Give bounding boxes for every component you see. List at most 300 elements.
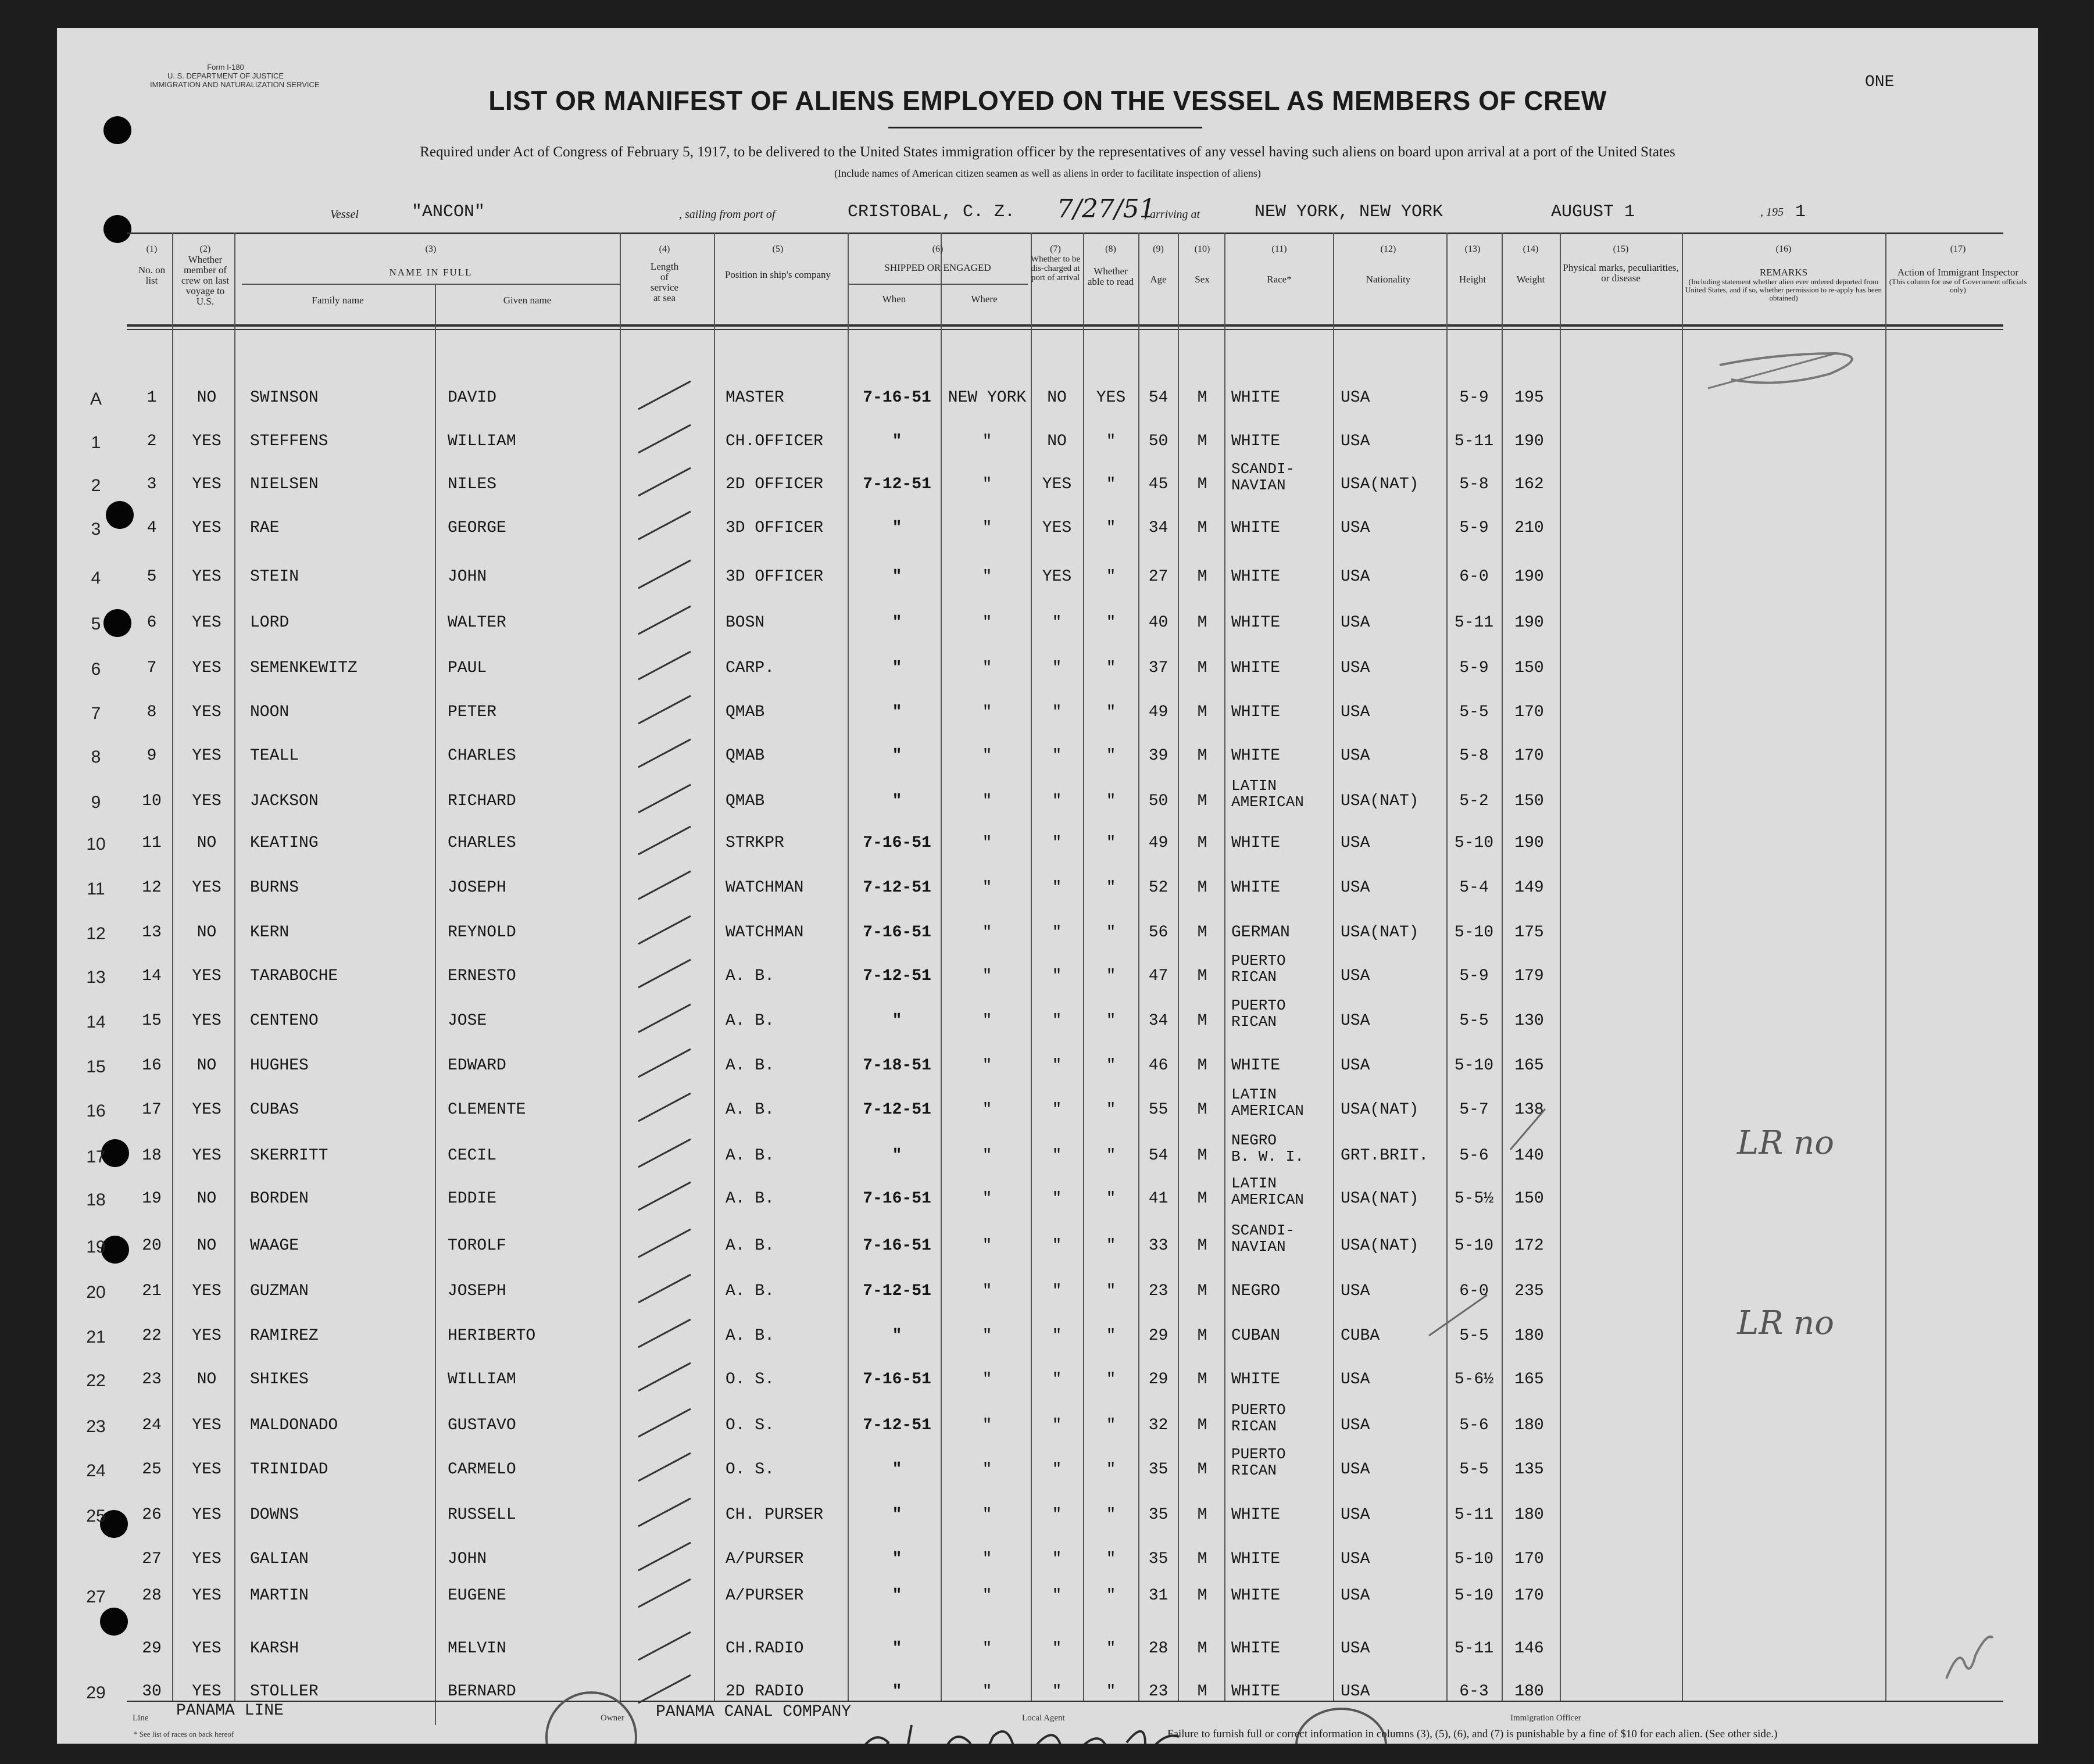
crew-cell-no: 17	[142, 1101, 162, 1119]
line-label: Line	[133, 1713, 149, 1723]
col-label: Given name	[503, 295, 552, 306]
crew-cell-position: A. B.	[726, 1101, 775, 1119]
crew-cell-disch: YES	[1042, 475, 1072, 493]
crew-cell-weight: 210	[1514, 519, 1544, 537]
crew-cell-where: NEW YORK	[948, 389, 1027, 407]
crew-cell-disch: NO	[1047, 432, 1067, 450]
length-of-service-slashes	[638, 381, 691, 1703]
col-number: (9)	[1153, 244, 1164, 254]
vessel-name: "ANCON"	[412, 202, 485, 222]
crew-cell-lead: 5	[91, 614, 101, 634]
service-slash	[638, 560, 691, 588]
crew-cell-weight: 162	[1514, 475, 1544, 493]
crew-cell-disch: "	[1052, 792, 1062, 810]
crew-cell-position: QMAB	[726, 747, 765, 765]
crew-cell-when: "	[892, 747, 902, 765]
crew-cell-no: 16	[142, 1057, 162, 1075]
crew-cell-given: JOSEPH	[448, 1282, 506, 1300]
crew-cell-family: HUGHES	[250, 1057, 309, 1075]
crew-cell-race: PUERTO RICAN	[1231, 952, 1286, 986]
crew-cell-disch: "	[1052, 1057, 1062, 1075]
crew-cell-last: NO	[196, 924, 217, 942]
col-number: (3)	[425, 244, 437, 254]
crew-cell-when: "	[892, 614, 902, 632]
crew-cell-disch: "	[1052, 1550, 1062, 1568]
crew-cell-where: "	[982, 924, 992, 942]
crew-cell-lead: 21	[86, 1328, 106, 1347]
crew-cell-when: "	[892, 792, 902, 810]
crew-cell-weight: 165	[1514, 1371, 1544, 1389]
service-slash	[638, 696, 691, 724]
crew-cell-weight: 130	[1514, 1012, 1544, 1030]
crew-cell-age: 31	[1148, 1587, 1169, 1605]
crew-cell-when: 7-16-51	[863, 1190, 931, 1208]
crew-cell-given: DAVID	[448, 389, 497, 407]
crew-cell-lead: 2	[91, 476, 101, 495]
crew-cell-race: WHITE	[1231, 1371, 1281, 1389]
service-slash	[638, 1632, 691, 1660]
crew-cell-lead: 24	[86, 1461, 106, 1480]
crew-cell-sex: M	[1197, 1506, 1207, 1524]
crew-cell-sex: M	[1197, 1147, 1207, 1165]
crew-cell-weight: 150	[1514, 659, 1544, 677]
crew-cell-where: "	[982, 834, 992, 852]
crew-cell-where: "	[982, 1012, 992, 1030]
crew-cell-sex: M	[1197, 659, 1207, 677]
service-slash	[638, 739, 691, 767]
crew-cell-age: 52	[1148, 879, 1169, 897]
crew-cell-disch: "	[1052, 1101, 1062, 1119]
crew-cell-family: SKERRITT	[250, 1147, 328, 1165]
crew-cell-where: "	[982, 1190, 992, 1208]
crew-cell-height: 5-11	[1454, 614, 1494, 632]
crew-cell-where: "	[982, 1101, 992, 1119]
form-line: Form I-180	[207, 63, 244, 71]
crew-cell-age: 34	[1148, 1012, 1169, 1030]
crew-cell-family: TARABOCHE	[250, 967, 338, 985]
crew-cell-lead: 9	[91, 793, 101, 812]
crew-cell-read: "	[1106, 1550, 1116, 1568]
crew-cell-given: NILES	[448, 475, 497, 493]
officer-label: Immigration Officer	[1510, 1713, 1581, 1723]
crew-cell-age: 49	[1148, 703, 1169, 721]
handwritten-remark: LR no	[1737, 1124, 1834, 1162]
crew-cell-sex: M	[1197, 519, 1207, 537]
crew-cell-lead: 16	[86, 1101, 106, 1121]
sheet-number: ONE	[1865, 73, 1895, 91]
crew-cell-given: BERNARD	[448, 1683, 516, 1701]
year-prefix: , 195	[1760, 206, 1784, 219]
crew-cell-last: YES	[192, 519, 221, 537]
col-label: No. on list	[138, 264, 166, 286]
crew-cell-family: NOON	[250, 703, 290, 721]
col-number: (4)	[659, 244, 670, 254]
crew-cell-given: RICHARD	[448, 792, 516, 810]
crew-cell-weight: 175	[1514, 924, 1544, 942]
crew-cell-family: CUBAS	[250, 1101, 299, 1119]
crew-cell-lead: 12	[86, 924, 106, 943]
form-line: IMMIGRATION AND NATURALIZATION SERVICE	[150, 80, 320, 89]
crew-cell-read: "	[1106, 432, 1116, 450]
crew-cell-weight: 170	[1514, 1550, 1544, 1568]
crew-cell-height: 5-5	[1459, 703, 1489, 721]
crew-cell-lead: 20	[86, 1283, 106, 1302]
crew-cell-age: 29	[1148, 1327, 1169, 1345]
crew-cell-family: BORDEN	[250, 1190, 309, 1208]
crew-cell-no: 24	[142, 1416, 162, 1434]
service-slash	[638, 960, 691, 987]
handwritten-marks	[57, 28, 2038, 1744]
crew-cell-where: "	[982, 703, 992, 721]
crew-cell-position: 3D OFFICER	[726, 568, 824, 586]
crew-cell-last: YES	[192, 614, 221, 632]
col-label: Nationality	[1366, 274, 1411, 285]
crew-cell-where: "	[982, 1057, 992, 1075]
crew-cell-given: WALTER	[448, 614, 506, 632]
crew-cell-given: WILLIAM	[448, 432, 516, 450]
arrival-date: AUGUST 1	[1551, 202, 1635, 222]
crew-cell-when: "	[892, 1461, 902, 1479]
crew-cell-given: JOSEPH	[448, 879, 506, 897]
owner-label: Owner	[601, 1713, 624, 1723]
crew-cell-position: QMAB	[726, 792, 765, 810]
col-number: (12)	[1380, 244, 1396, 254]
crew-cell-race: WHITE	[1231, 389, 1281, 407]
sailing-date-handwritten: 7/27/51	[1057, 194, 1156, 224]
crew-cell-age: 55	[1148, 1101, 1169, 1119]
crew-cell-family: TRINIDAD	[250, 1461, 328, 1479]
crew-cell-given: JOHN	[448, 568, 487, 586]
col-label: Weight	[1516, 274, 1545, 285]
crew-cell-when: "	[892, 1147, 902, 1165]
crew-cell-read: "	[1106, 703, 1116, 721]
crew-cell-no: 22	[142, 1327, 162, 1345]
crew-cell-no: 15	[142, 1012, 162, 1030]
crew-cell-nat: USA	[1341, 1640, 1370, 1658]
crew-cell-where: "	[982, 568, 992, 586]
service-slash	[638, 1498, 691, 1526]
crew-cell-given: GEORGE	[448, 519, 506, 537]
col-label: Length of service at sea	[650, 261, 679, 303]
crew-cell-disch: "	[1052, 924, 1062, 942]
crew-cell-position: A/PURSER	[726, 1587, 804, 1605]
service-slash	[638, 1182, 691, 1210]
crew-cell-disch: "	[1052, 1147, 1062, 1165]
crew-cell-read: "	[1106, 1506, 1116, 1524]
crew-cell-race: WHITE	[1231, 703, 1281, 721]
crew-cell-nat: USA	[1341, 1461, 1370, 1479]
col-label: Whether member of crew on last voyage to U.S.	[181, 254, 230, 307]
crew-cell-family: KARSH	[250, 1640, 299, 1658]
height-check-mark	[1429, 1295, 1487, 1336]
crew-cell-given: JOHN	[448, 1550, 487, 1568]
crew-cell-given: JOSE	[448, 1012, 487, 1030]
crew-cell-position: A. B.	[726, 1147, 775, 1165]
crew-cell-no: 23	[142, 1371, 162, 1389]
crew-cell-read: "	[1106, 1640, 1116, 1658]
crew-cell-nat: USA	[1341, 614, 1370, 632]
crew-cell-last: NO	[196, 1190, 217, 1208]
agent-signature	[852, 1725, 1179, 1744]
crew-cell-read: "	[1106, 1327, 1116, 1345]
crew-cell-family: MALDONADO	[250, 1416, 338, 1434]
crew-cell-disch: "	[1052, 834, 1062, 852]
crew-cell-no: 1	[146, 389, 157, 407]
crew-cell-when: "	[892, 1640, 902, 1658]
crew-cell-age: 50	[1148, 792, 1169, 810]
crew-cell-family: SHIKES	[250, 1371, 309, 1389]
crew-cell-where: "	[982, 432, 992, 450]
crew-cell-race: WHITE	[1231, 1683, 1281, 1701]
crew-cell-lead: 6	[91, 660, 101, 679]
crew-cell-lead: 3	[91, 520, 101, 539]
service-slash	[638, 381, 691, 409]
crew-cell-race: SCANDI- NAVIAN	[1231, 1222, 1295, 1255]
crew-cell-family: DOWNS	[250, 1506, 299, 1524]
crew-cell-when: "	[892, 1506, 902, 1524]
crew-cell-position: O. S.	[726, 1461, 775, 1479]
crew-cell-race: WHITE	[1231, 1640, 1281, 1658]
crew-cell-read: "	[1106, 1147, 1116, 1165]
crew-cell-disch: "	[1052, 879, 1062, 897]
crew-cell-race: LATIN AMERICAN	[1231, 777, 1304, 811]
crew-cell-no: 20	[142, 1237, 162, 1255]
crew-cell-age: 34	[1148, 519, 1169, 537]
crew-cell-age: 50	[1148, 432, 1169, 450]
crew-cell-nat: USA(NAT)	[1341, 1101, 1419, 1119]
crew-cell-nat: USA(NAT)	[1341, 475, 1419, 493]
crew-cell-weight: 180	[1514, 1506, 1544, 1524]
crew-cell-position: 2D RADIO	[726, 1683, 804, 1701]
crew-cell-given: RUSSELL	[448, 1506, 516, 1524]
crew-cell-height: 5-9	[1459, 659, 1489, 677]
crew-cell-given: EUGENE	[448, 1587, 506, 1605]
crew-cell-lead: 18	[86, 1190, 106, 1210]
crew-cell-read: "	[1106, 659, 1116, 677]
crew-cell-no: 2	[146, 432, 157, 450]
crew-cell-read: "	[1106, 792, 1116, 810]
crew-cell-position: CH.RADIO	[726, 1640, 804, 1658]
crew-cell-no: 29	[142, 1640, 162, 1658]
crew-cell-nat: USA	[1341, 703, 1370, 721]
crew-cell-disch: "	[1052, 1371, 1062, 1389]
service-slash	[638, 606, 691, 634]
handwritten-remark: LR no	[1737, 1304, 1834, 1342]
crew-cell-nat: USA	[1341, 879, 1370, 897]
crew-cell-lead: A	[90, 389, 102, 409]
crew-cell-given: GUSTAVO	[448, 1416, 516, 1434]
crew-cell-given: TOROLF	[448, 1237, 506, 1255]
crew-cell-age: 40	[1148, 614, 1169, 632]
crew-cell-where: "	[982, 1237, 992, 1255]
crew-cell-read: "	[1106, 614, 1116, 632]
crew-cell-no: 10	[142, 792, 162, 810]
crew-cell-age: 33	[1148, 1237, 1169, 1255]
crew-cell-race: PUERTO RICAN	[1231, 1401, 1286, 1435]
col-number: (10)	[1194, 244, 1210, 254]
crew-cell-when: 7-16-51	[863, 1371, 931, 1389]
crew-cell-no: 7	[146, 659, 157, 677]
crew-cell-height: 5-6	[1459, 1147, 1489, 1165]
service-slash	[638, 511, 691, 539]
crew-cell-given: CLEMENTE	[448, 1101, 526, 1119]
crew-cell-sex: M	[1197, 475, 1207, 493]
crew-cell-height: 5-10	[1454, 924, 1494, 942]
crew-cell-height: 5-10	[1454, 1550, 1494, 1568]
crew-cell-disch: "	[1052, 703, 1062, 721]
col-label: Where	[971, 294, 998, 305]
crew-cell-race: WHITE	[1231, 1550, 1281, 1568]
crew-cell-last: YES	[192, 1587, 221, 1605]
crew-cell-position: A. B.	[726, 967, 775, 985]
crew-cell-given: CECIL	[448, 1147, 497, 1165]
crew-cell-last: YES	[192, 1683, 221, 1701]
crew-cell-last: NO	[196, 1057, 217, 1075]
agent-label: Local Agent	[1022, 1713, 1065, 1723]
crew-cell-last: YES	[192, 432, 221, 450]
crew-cell-age: 35	[1148, 1550, 1169, 1568]
crew-cell-position: A/PURSER	[726, 1550, 804, 1568]
crew-cell-sex: M	[1197, 703, 1207, 721]
crew-cell-height: 5-4	[1459, 879, 1489, 897]
crew-cell-when: "	[892, 1327, 902, 1345]
crew-cell-family: RAE	[250, 519, 280, 537]
crew-cell-age: 46	[1148, 1057, 1169, 1075]
crew-cell-weight: 180	[1514, 1683, 1544, 1701]
crew-cell-sex: M	[1197, 1190, 1207, 1208]
crew-cell-position: A. B.	[726, 1057, 775, 1075]
crew-cell-height: 5-10	[1454, 834, 1494, 852]
crew-cell-given: HERIBERTO	[448, 1327, 536, 1345]
col-number: (16)	[1775, 244, 1792, 254]
crew-cell-when: 7-18-51	[863, 1057, 931, 1075]
service-slash	[638, 785, 691, 813]
crew-cell-age: 35	[1148, 1506, 1169, 1524]
crew-cell-age: 47	[1148, 967, 1169, 985]
crew-cell-weight: 150	[1514, 1190, 1544, 1208]
crew-cell-weight: 150	[1514, 792, 1544, 810]
crew-cell-age: 54	[1148, 389, 1169, 407]
crew-cell-no: 12	[142, 879, 162, 897]
service-slash	[638, 425, 691, 453]
crew-cell-race: WHITE	[1231, 1506, 1281, 1524]
arriving-port: NEW YORK, NEW YORK	[1255, 202, 1443, 222]
col-label: Age	[1150, 274, 1167, 285]
crew-cell-when: 7-16-51	[863, 389, 931, 407]
crew-cell-age: 41	[1148, 1190, 1169, 1208]
service-slash	[638, 468, 691, 496]
crew-cell-family: RAMIREZ	[250, 1327, 319, 1345]
service-slash	[638, 871, 691, 899]
crew-cell-last: YES	[192, 1101, 221, 1119]
crew-cell-weight: 138	[1514, 1101, 1544, 1119]
col-number: (7)	[1050, 244, 1061, 254]
crew-cell-race: WHITE	[1231, 659, 1281, 677]
crew-cell-where: "	[982, 967, 992, 985]
crew-cell-race: SCANDI- NAVIAN	[1231, 460, 1295, 494]
crew-cell-disch: "	[1052, 1416, 1062, 1434]
service-slash	[638, 916, 691, 944]
crew-cell-weight: 179	[1514, 967, 1544, 985]
crew-cell-no: 3	[146, 475, 157, 493]
crew-cell-sex: M	[1197, 1550, 1207, 1568]
crew-cell-disch: NO	[1047, 389, 1067, 407]
crew-cell-where: "	[982, 1282, 992, 1300]
col-number: (15)	[1613, 244, 1629, 254]
crew-cell-weight: 180	[1514, 1416, 1544, 1434]
crew-cell-last: YES	[192, 1282, 221, 1300]
crew-cell-position: A. B.	[726, 1327, 775, 1345]
crew-cell-sex: M	[1197, 1282, 1207, 1300]
service-slash	[638, 826, 691, 854]
crew-cell-where: "	[982, 879, 992, 897]
crew-cell-given: WILLIAM	[448, 1371, 516, 1389]
crew-cell-when: "	[892, 568, 902, 586]
col-label: SHIPPED OR ENGAGED	[884, 262, 991, 273]
crew-cell-height: 5-8	[1459, 747, 1489, 765]
races-note: * See list of races on back hereof	[134, 1730, 234, 1738]
crew-cell-nat: USA(NAT)	[1341, 924, 1419, 942]
crew-cell-family: SEMENKEWITZ	[250, 659, 358, 677]
crew-cell-sex: M	[1197, 747, 1207, 765]
crew-cell-last: YES	[192, 792, 221, 810]
crew-cell-given: CHARLES	[448, 747, 516, 765]
col-label: Family name	[312, 295, 364, 306]
crew-cell-no: 5	[146, 568, 157, 586]
crew-cell-last: YES	[192, 1327, 221, 1345]
crew-cell-position: 3D OFFICER	[726, 519, 824, 537]
crew-cell-lead: 8	[91, 747, 101, 767]
crew-cell-disch: "	[1052, 1327, 1062, 1345]
crew-cell-last: NO	[196, 1237, 217, 1255]
crew-cell-weight: 170	[1514, 747, 1544, 765]
crew-cell-nat: USA(NAT)	[1341, 1190, 1419, 1208]
crew-cell-lead: 27	[86, 1587, 106, 1606]
crew-cell-nat: USA	[1341, 1506, 1370, 1524]
col-label: Action of Immigrant Inspector	[1897, 267, 2019, 278]
crew-cell-age: 54	[1148, 1147, 1169, 1165]
col-label: Height	[1459, 274, 1486, 285]
crew-cell-sex: M	[1197, 924, 1207, 942]
crew-cell-given: CARMELO	[448, 1461, 516, 1479]
crew-cell-race: LATIN AMERICAN	[1231, 1086, 1304, 1119]
crew-cell-no: 9	[146, 747, 157, 765]
crew-cell-given: EDWARD	[448, 1057, 506, 1075]
crew-cell-height: 5-9	[1459, 967, 1489, 985]
crew-cell-family: TEALL	[250, 747, 299, 765]
crew-cell-read: "	[1106, 1237, 1116, 1255]
service-slash	[638, 652, 691, 679]
crew-cell-weight: 180	[1514, 1327, 1544, 1345]
crew-cell-race: NEGRO	[1231, 1282, 1281, 1300]
crew-cell-family: GUZMAN	[250, 1282, 309, 1300]
crew-cell-where: "	[982, 1416, 992, 1434]
crew-cell-family: MARTIN	[250, 1587, 309, 1605]
crew-cell-disch: "	[1052, 1506, 1062, 1524]
crew-cell-sex: M	[1197, 1057, 1207, 1075]
col-number: (1)	[146, 244, 158, 254]
crew-cell-when: "	[892, 1587, 902, 1605]
service-slash	[638, 1093, 691, 1121]
crew-cell-given: CHARLES	[448, 834, 516, 852]
crew-cell-sex: M	[1197, 1101, 1207, 1119]
crew-cell-read: "	[1106, 1057, 1116, 1075]
crew-cell-disch: "	[1052, 1282, 1062, 1300]
crew-cell-family: KEATING	[250, 834, 319, 852]
crew-cell-lead: 23	[86, 1417, 106, 1436]
crew-cell-sex: M	[1197, 614, 1207, 632]
crew-cell-last: YES	[192, 967, 221, 985]
